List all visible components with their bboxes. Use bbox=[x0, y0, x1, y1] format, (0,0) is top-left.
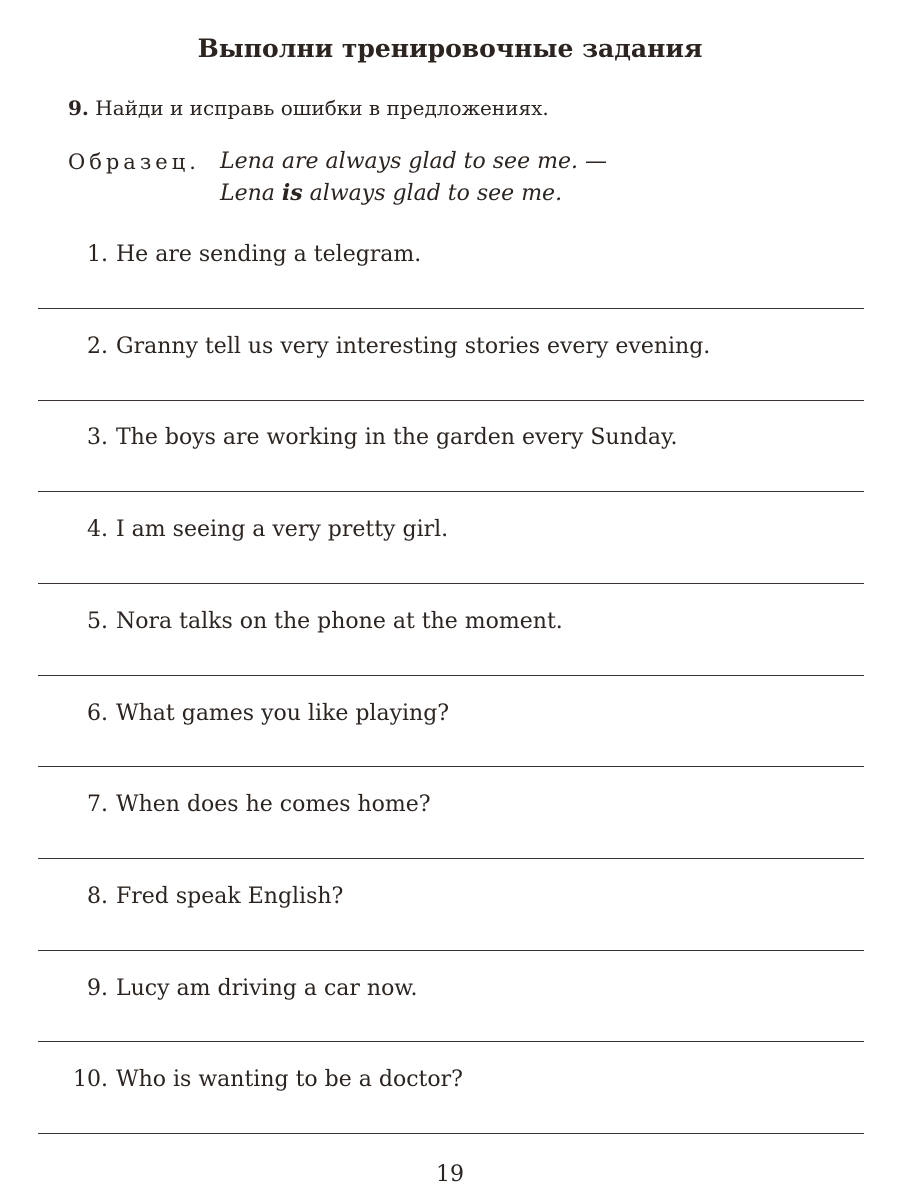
answer-line[interactable] bbox=[38, 583, 864, 584]
task-instruction bbox=[68, 94, 549, 122]
sample-label: Образец. bbox=[68, 150, 200, 174]
item-sentence: What games you like playing? bbox=[116, 701, 450, 726]
item-number: 5. bbox=[87, 609, 108, 634]
item-sentence: When does he comes home? bbox=[116, 792, 431, 817]
item-sentence: Who is wanting to be a doctor? bbox=[116, 1067, 463, 1092]
sample-wrong: Lena are always glad to see me. — bbox=[220, 149, 607, 174]
item-sentence: I am seeing a very pretty girl. bbox=[116, 517, 449, 542]
sample-correct-start: Lena bbox=[220, 181, 282, 206]
answer-line[interactable] bbox=[38, 950, 864, 951]
answer-line[interactable] bbox=[38, 491, 864, 492]
answer-line[interactable] bbox=[38, 1041, 864, 1042]
item-number: 6. bbox=[87, 701, 108, 726]
item-number: 4. bbox=[87, 517, 108, 542]
item-sentence: Lucy am driving a car now. bbox=[116, 976, 418, 1001]
item-sentence: The boys are working in the garden every Sunday. bbox=[116, 425, 678, 450]
item-number: 10. bbox=[73, 1067, 108, 1092]
item-number: 2. bbox=[87, 334, 108, 359]
page-number: 19 bbox=[436, 1162, 464, 1187]
answer-line[interactable] bbox=[38, 400, 864, 401]
sample-correct-verb: is bbox=[281, 180, 303, 206]
sample-correct bbox=[220, 178, 562, 209]
item-number: 7. bbox=[87, 792, 108, 817]
task-text: Найди и исправь ошибки в предложениях. bbox=[95, 96, 549, 120]
item-number: 9. bbox=[87, 976, 108, 1001]
answer-line[interactable] bbox=[38, 858, 864, 859]
item-number: 1. bbox=[87, 242, 108, 267]
answer-line[interactable] bbox=[38, 308, 864, 309]
task-number: 9. bbox=[68, 96, 89, 120]
page-title: Выполни тренировочные задания bbox=[197, 34, 703, 63]
sample-correct-end: always glad to see me. bbox=[302, 181, 563, 206]
answer-line[interactable] bbox=[38, 766, 864, 767]
item-sentence: He are sending a telegram. bbox=[116, 242, 422, 267]
item-sentence: Granny tell us very interesting stories every evening. bbox=[116, 334, 711, 359]
item-number: 8. bbox=[87, 884, 108, 909]
item-sentence: Fred speak English? bbox=[116, 884, 344, 909]
item-sentence: Nora talks on the phone at the moment. bbox=[116, 609, 563, 634]
item-number: 3. bbox=[87, 425, 108, 450]
answer-line[interactable] bbox=[38, 1133, 864, 1134]
answer-line[interactable] bbox=[38, 675, 864, 676]
